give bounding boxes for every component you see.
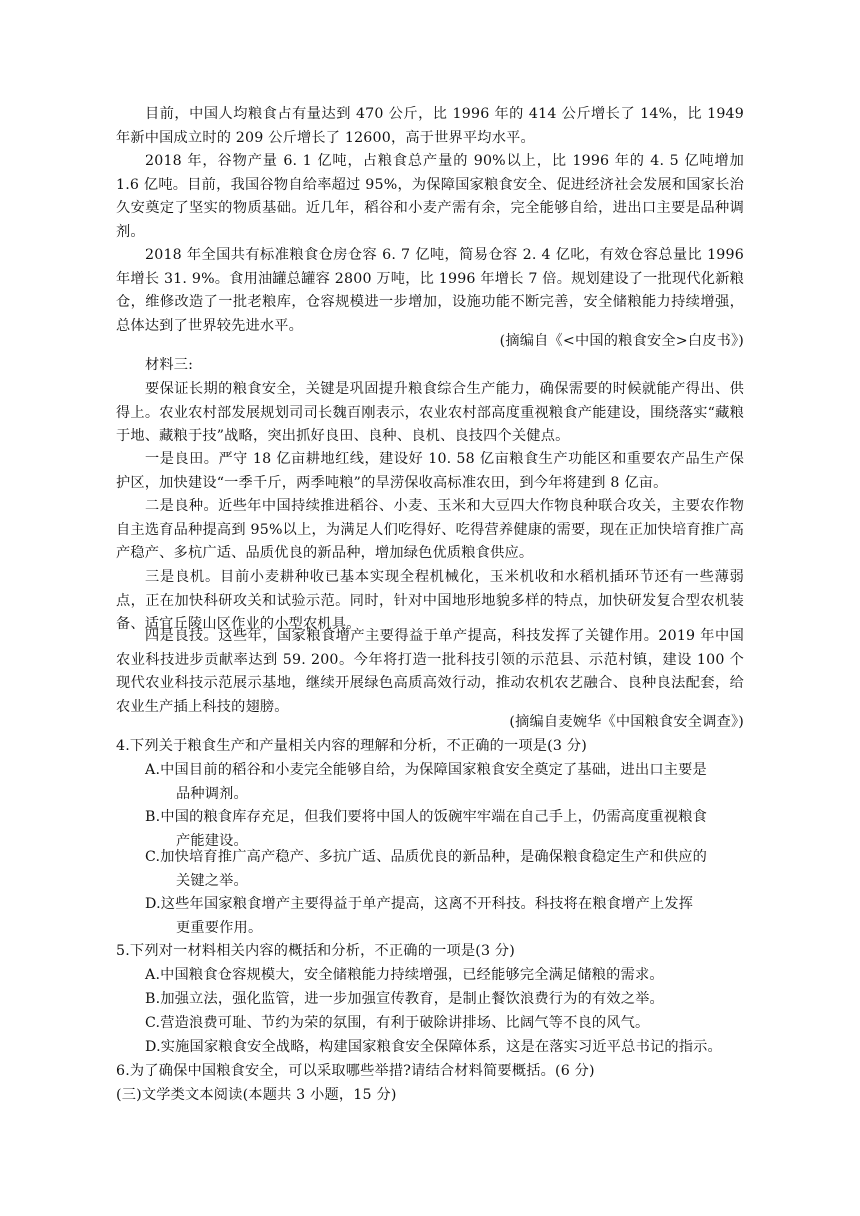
source-citation-survey: (摘编自麦婉华《中国粮食安全调查》) bbox=[509, 714, 744, 730]
paragraph-good-fields: 一是良田。严守 18 亿亩耕地红线，建设好 10. 58 亿亩粮食生产功能区和重要农产品生产保护区，加快建设“一季千斤，两季吨粮”的旱涝保收高标准农田，到今年将建到 8 亿亩。 bbox=[116, 451, 744, 491]
question-5-option-a: A.中国粮食仓容规模大，安全储粮能力持续增强，已经能够完全满足储粮的需求。 bbox=[145, 967, 664, 983]
question-5-option-d: D.实施国家粮食安全战略，构建国家粮食安全保障体系，这是在落实习近平总书记的指示。 bbox=[145, 1039, 722, 1055]
question-5-stem: 5.下列对一材料相关内容的概括和分析，不正确的一项是(3 分) bbox=[116, 943, 516, 959]
source-citation-white-paper: (摘编自《<中国的粮食安全>白皮书》) bbox=[499, 333, 744, 349]
question-4-option-a: A.中国目前的稻谷和小麦完全能够自给，为保障国家粮食安全奠定了基础，进出口主要是 品种调剂。 bbox=[145, 762, 707, 802]
question-4-stem: 4.下列关于粮食生产和产量相关内容的理解和分析，不正确的一项是(3 分) bbox=[116, 738, 587, 754]
paragraph-grain-per-capita: 目前，中国人均粮食占有量达到 470 公斤，比 1996 年的 414 公斤增长了 14%，比 1949 年新中国成立时的 209 公斤增长了 12600，高于世界平均水平。 bbox=[116, 106, 744, 146]
question-4-option-d: D.这些年国家粮食增产主要得益于单产提高，这离不开科技。科技将在粮食增产上发挥 更重要作用。 bbox=[145, 896, 694, 936]
question-5-option-c: C.营造浪费可耻、节约为荣的氛围，有利于破除讲排场、比阔气等不良的风气。 bbox=[145, 1015, 650, 1031]
paragraph-cereal-output: 2018 年，谷物产量 6. 1 亿吨，占粮食总产量的 90%以上，比 1996 年的 4. 5 亿吨增加 1.6 亿吨。目前，我国谷物自给率超过 95%，为保障国家粮食安全、促进经济社会发展和国家长治久安奠定了坚实的物质基础。近几年，稻谷和小麦产需有余，完全能够自给，进出口主要是品种调剂。 bbox=[116, 153, 744, 240]
question-5-option-b: B.加强立法，强化监管，进一步加强宣传教育，是制止餐饮浪费行为的有效之举。 bbox=[145, 991, 664, 1007]
section-3-heading: (三)文学类文本阅读(本题共 3 小题，15 分) bbox=[116, 1087, 397, 1103]
paragraph-good-seeds: 二是良种。近些年中国持续推进稻谷、小麦、玉米和大豆四大作物良种联合攻关，主要农作物自主选育品种提高到 95%以上，为满足人们吃得好、吃得营养健康的需要，现在正加快培育推广高产稳产、多杭广适、品质优良的新品种，增加绿色优质粮食供应。 bbox=[116, 498, 744, 562]
paragraph-storage-capacity: 2018 年全国共有标准粮食仓房仓容 6. 7 亿吨，简易仓容 2. 4 亿叱，有效仓容总量比 1996 年增长 31. 9%。食用油罐总罐容 2800 万吨，比 1996 年增长 7 倍。规划建设了一批现代化新粮仓，维修改造了一批老粮库，仓容规模进一步增加，设施功能不断完善，安全储粮能力持续增强，总体达到了世界较先进水平。 bbox=[116, 247, 744, 334]
question-4-option-c: C.加快培育推广高产稳产、多抗广适、品质优良的新品种，是确保粮食稳定生产和供应的 关键之举。 bbox=[145, 849, 707, 889]
paragraph-good-technology: 四是良技。这些年，国家粮食增产主要得益于单产提高，科技发挥了关键作用。2019 年中国农业科技进步贡献率达到 59. 200。今年将打造一批科技引领的示范县、示范村镇，建设 100 个现代农业科技示范展示基地，继续开展绿色高质高效行动，推动农机农艺融合、良种良法配套，给农业生产插上科技的翅膀。 bbox=[116, 628, 744, 715]
paragraph-material-3-intro: 要保证长期的粮食安全，关键是巩固提升粮食综合生产能力，确保需要的时候就能产得出、供得上。农业农村部发展规划司司长魏百刚表示，农业农村部高度重视粮食产能建设，围绕落实“藏粮于地、藏粮于技”战略，突出抓好良田、良种、良机、良技四个关健点。 bbox=[116, 381, 744, 445]
paragraph-good-machines: 三是良机。目前小麦耕种收已基本实现全程机械化，玉米机收和水稻机插环节还有一些薄弱点，正在加快科研攻关和试验示范。同时，针对中国地形地貌多样的特点，加快研发复合型农机装备、适宜丘陵山区作业的小型农机具。 bbox=[116, 569, 744, 633]
question-6: 6.为了确保中国粮食安全，可以采取哪些举措?请结合材料简要概括。(6 分) bbox=[116, 1063, 595, 1079]
material-3-label: 材料三: bbox=[145, 357, 194, 373]
question-4-option-b: B.中国的粮食库存充足，但我们要将中国人的饭碗牢牢端在自己手上，仍需高度重视粮食 产能建设。 bbox=[145, 809, 708, 849]
